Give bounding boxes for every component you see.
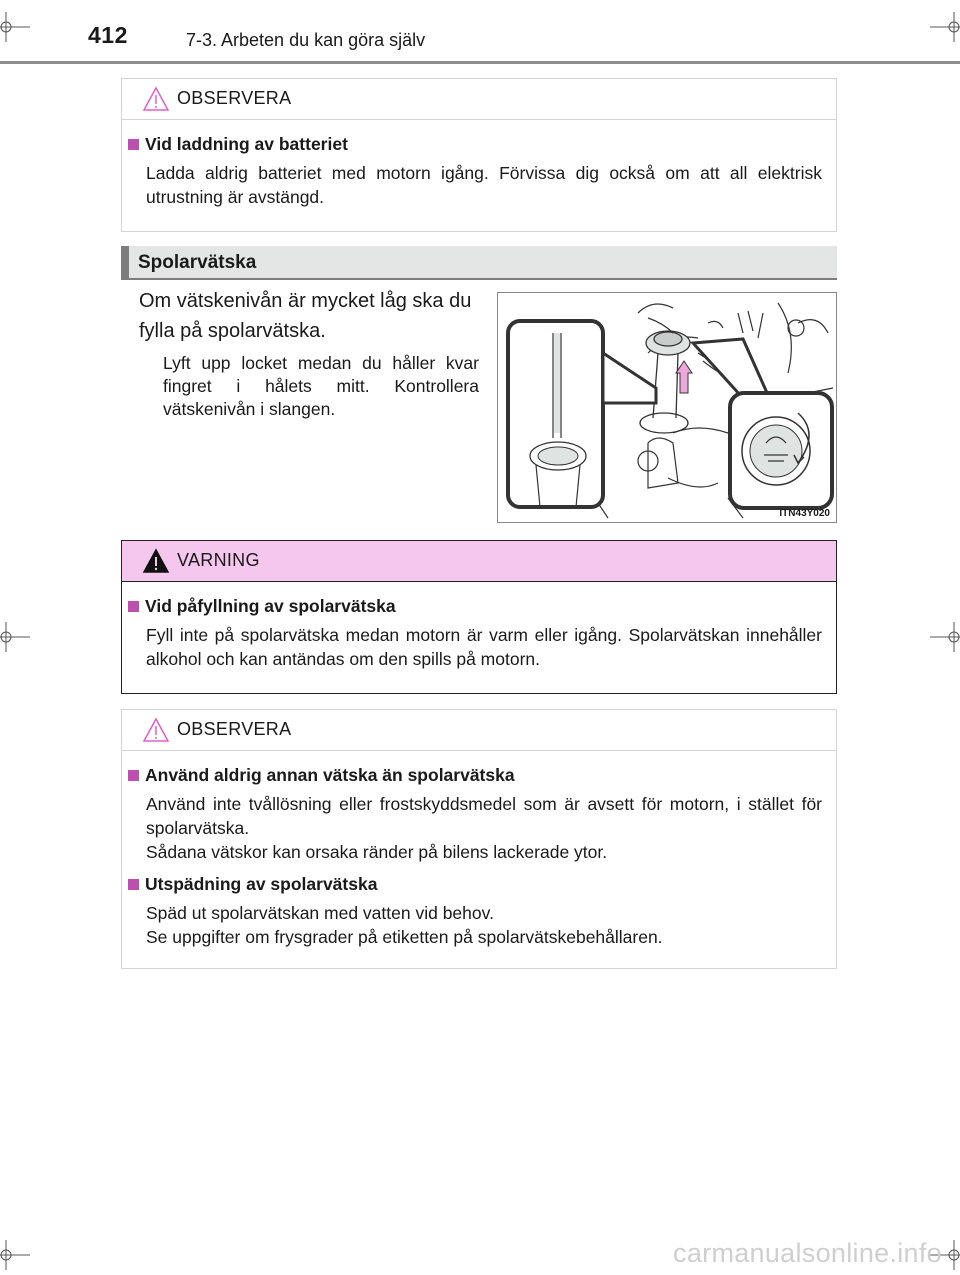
item-title-text: Utspädning av spolarvätska	[145, 874, 378, 894]
notice-item-title	[128, 874, 822, 895]
warning-header	[122, 541, 836, 582]
caution-triangle-icon	[142, 717, 170, 743]
header-rule	[0, 61, 960, 64]
notice-item-text: Späd ut spolarvätskan med vatten vid behov.	[146, 903, 494, 923]
figure-code: ITN43Y020	[779, 508, 830, 519]
square-bullet-icon	[128, 601, 139, 612]
notice-label: OBSERVERA	[177, 719, 292, 739]
square-bullet-icon	[128, 139, 139, 150]
notice-item-title	[128, 134, 822, 155]
notice-label: OBSERVERA	[177, 88, 292, 108]
heading-bar	[121, 246, 129, 278]
square-bullet-icon	[128, 879, 139, 890]
warning-item-text: Fyll inte på spolarvätska medan motorn är varm eller igång. Spolarvätskan innehåller alkohol och kan antändas om den spills på motorn.	[146, 625, 822, 669]
section-heading-text: Spolarvätska	[138, 252, 257, 273]
illustration-svg	[498, 293, 836, 522]
watermark: carmanualsonline.info	[673, 1238, 942, 1268]
item-title-text: Vid påfyllning av spolarvätska	[145, 596, 396, 616]
warning-label: VARNING	[177, 550, 260, 570]
warning-box	[121, 540, 837, 694]
notice-box-battery	[121, 78, 837, 232]
warning-triangle-icon	[142, 548, 170, 574]
notice-item-title	[128, 765, 822, 786]
square-bullet-icon	[128, 770, 139, 781]
section-title: 7-3. Arbeten du kan göra själv	[186, 30, 426, 50]
notice-header	[122, 710, 836, 751]
section-heading	[121, 246, 837, 280]
intro-text: Om vätskenivån är mycket låg ska du fylla på spolarvätska.	[139, 290, 472, 342]
caution-triangle-icon	[142, 86, 170, 112]
crop-mark-bottom-left	[0, 1240, 30, 1270]
instruction-text: Lyft upp locket medan du håller kvar fingret i hålets mitt. Kontrollera vätskenivån i slangen.	[163, 353, 479, 419]
notice-header	[122, 79, 836, 120]
washer-reservoir-illustration	[497, 292, 837, 523]
notice-item-text: Använd inte tvållösning eller frostskyddsmedel som är avsett för motorn, i stället för spolarvätska.	[146, 794, 822, 838]
notice-box-fluid	[121, 709, 837, 969]
item-title-text: Vid laddning av batteriet	[145, 134, 348, 154]
page-number: 412	[88, 22, 128, 48]
crop-mark-mid-right	[930, 622, 960, 652]
crop-mark-mid-left	[0, 622, 30, 652]
notice-item-text: Se uppgifter om frysgrader på etiketten på spolarvätskebehållaren.	[146, 927, 663, 947]
notice-item-text: Sådana vätskor kan orsaka ränder på bilens lackerade ytor.	[146, 842, 608, 862]
crop-mark-top-right	[930, 12, 960, 42]
warning-item-title	[128, 596, 822, 617]
item-title-text: Använd aldrig annan vätska än spolarvätska	[145, 765, 515, 785]
notice-item-text: Ladda aldrig batteriet med motorn igång. Förvissa dig också om att all elektrisk utrustning är avstängd.	[146, 163, 822, 207]
crop-mark-top-left	[0, 12, 30, 42]
